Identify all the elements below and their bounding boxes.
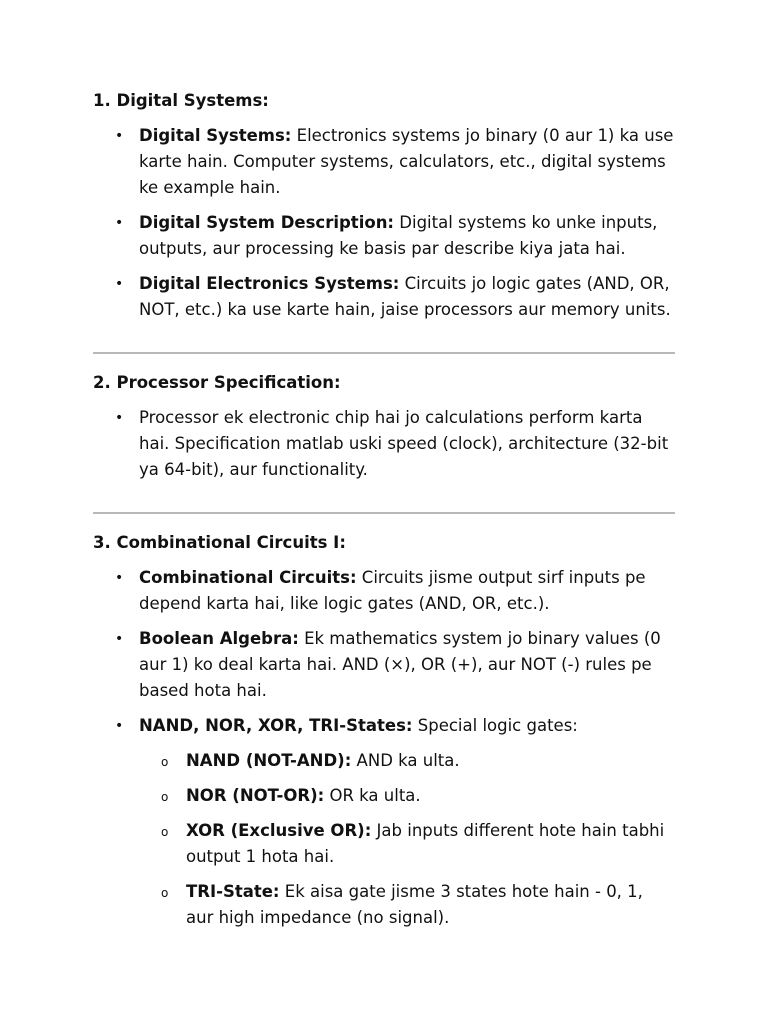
section-divider — [93, 352, 675, 354]
sub-list-item — [139, 783, 675, 809]
section-heading-processor-specification: 2. Processor Specification: — [93, 373, 341, 392]
item-term: Digital System Description: — [139, 213, 395, 232]
item-text: Ek aisa gate jisme 3 states hote hain - 0, 1, aur high impedance (no signal). — [186, 882, 643, 927]
bullet-list-combinational-circuits — [93, 565, 675, 931]
item-text: Ek mathematics system jo binary values (0 aur 1) ko deal karta hai. AND (×), OR (+), aur NOT (-) rules pe based hota hai. — [139, 629, 661, 700]
list-item — [93, 123, 675, 201]
list-item — [93, 210, 675, 262]
item-term: TRI-State: — [186, 882, 280, 901]
item-text: Special logic gates: — [412, 716, 578, 735]
hollow-bullet-icon: o — [161, 886, 169, 900]
bullet-icon: • — [115, 410, 124, 426]
item-term: Combinational Circuits: — [139, 568, 357, 587]
hollow-bullet-icon: o — [161, 825, 169, 839]
item-text: Electronics systems jo binary (0 aur 1) ka use karte hain. Computer systems, calculators, etc., digital systems ke example hain. — [139, 126, 674, 197]
item-term: Digital Electronics Systems: — [139, 274, 400, 293]
list-item — [93, 271, 675, 323]
bullet-icon: • — [115, 215, 124, 231]
item-term: NAND, NOR, XOR, TRI-States: — [139, 716, 413, 735]
list-item — [93, 405, 675, 483]
bullet-icon: • — [115, 631, 124, 647]
item-text: AND ka ulta. — [351, 751, 460, 770]
item-text: Circuits jisme output sirf inputs pe depend karta hai, like logic gates (AND, OR, etc.). — [139, 568, 646, 613]
section-heading-combinational-circuits: 3. Combinational Circuits I: — [93, 533, 346, 552]
bullet-icon: • — [115, 570, 124, 586]
hollow-bullet-icon: o — [161, 755, 169, 769]
item-term: Boolean Algebra: — [139, 629, 299, 648]
sub-list-item — [139, 879, 675, 931]
bullet-list-digital-systems — [93, 123, 675, 323]
item-text: Circuits jo logic gates (AND, OR, NOT, etc.) ka use karte hain, jaise processors aur memory units. — [139, 274, 671, 319]
bullet-icon: • — [115, 128, 124, 144]
item-text: Jab inputs different hote hain tabhi output 1 hota hai. — [186, 821, 665, 866]
item-text: Processor ek electronic chip hai jo calculations perform karta hai. Specification matlab uski speed (clock), architecture (32-bit ya 64-bit), aur functionality. — [139, 408, 669, 479]
sub-list-item — [139, 818, 675, 870]
sub-list-item — [139, 748, 675, 774]
section-heading-digital-systems: 1. Digital Systems: — [93, 91, 269, 110]
item-term: XOR (Exclusive OR): — [186, 821, 372, 840]
list-item — [93, 565, 675, 617]
bullet-list-processor-specification — [93, 405, 675, 483]
list-item — [93, 626, 675, 704]
list-item — [93, 713, 675, 931]
bullet-icon: • — [115, 276, 124, 292]
item-text: Digital systems ko unke inputs, outputs, aur processing ke basis par describe kiya jata hai. — [139, 213, 658, 258]
item-term: NAND (NOT-AND): — [186, 751, 352, 770]
section-divider — [93, 512, 675, 514]
hollow-bullet-icon: o — [161, 790, 169, 804]
sub-list-logic-gates — [139, 748, 675, 931]
bullet-icon: • — [115, 718, 124, 734]
item-term: Digital Systems: — [139, 126, 292, 145]
item-text: OR ka ulta. — [324, 786, 421, 805]
item-term: NOR (NOT-OR): — [186, 786, 325, 805]
